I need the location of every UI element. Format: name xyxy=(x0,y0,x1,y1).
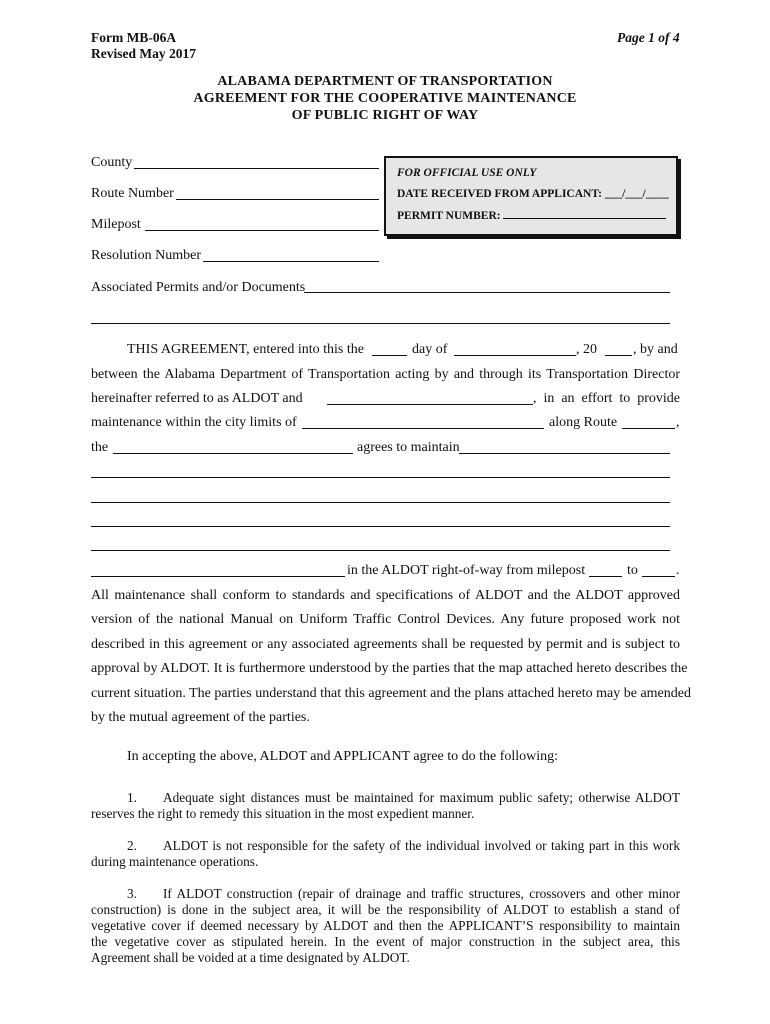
item-2-line: ALDOT is not responsible for the safety of the individual involved or taking part in this work xyxy=(163,838,680,853)
agreement-year-field[interactable] xyxy=(605,355,632,356)
agreement-text-6c: . xyxy=(676,563,680,578)
item-3-line: vegetative cover if deemed necessary by ALDOT and then the APPLICANT’S responsibility to maintain xyxy=(91,918,680,933)
agreement-text-4b: along Route xyxy=(549,415,618,430)
agreement-text-3b: , in an effort to provide xyxy=(533,391,680,406)
agreement-maintain-field[interactable] xyxy=(459,453,670,454)
title-line-1: ALABAMA DEPARTMENT OF TRANSPORTATION xyxy=(217,74,553,89)
agreement-text-5a: the xyxy=(91,440,109,455)
milepost-field[interactable] xyxy=(145,230,379,231)
date-received-label: DATE RECEIVED FROM APPLICANT: xyxy=(397,188,602,200)
official-use-heading: FOR OFFICIAL USE ONLY xyxy=(397,167,537,179)
agreement-route-field[interactable] xyxy=(622,428,675,429)
county-field[interactable] xyxy=(134,168,379,169)
form-number: Form MB-06A xyxy=(91,30,177,45)
agreement-applicant-field[interactable] xyxy=(327,404,533,405)
accept-intro: In accepting the above, ALDOT and APPLICANT agree to do the following: xyxy=(127,749,559,764)
revised-date: Revised May 2017 xyxy=(91,46,196,61)
agreement-description-line-2[interactable] xyxy=(91,502,670,503)
agreement-description-line-5[interactable] xyxy=(91,576,345,577)
body-line: current situation. The parties understand that this agreement and the plans attached hereto may be amended xyxy=(91,686,691,701)
item-3-line: Agreement shall be voided at a time designated by ALDOT. xyxy=(91,950,410,965)
official-use-box xyxy=(384,156,678,236)
item-3-line: the vegetative cover as stipulated herein. In the event of major construction in the subject area, this xyxy=(91,934,680,949)
body-line: version of the national Manual on Uniform Traffic Control Devices. Any future proposed work not xyxy=(91,612,680,627)
agreement-text-1a: THIS AGREEMENT, entered into this the xyxy=(127,342,364,357)
county-label: County xyxy=(91,155,133,170)
item-2-number: 2. xyxy=(127,838,137,853)
milepost-from-field[interactable] xyxy=(589,576,622,577)
agreement-day-field[interactable] xyxy=(372,355,407,356)
agreement-text-6b: to xyxy=(627,563,638,578)
agreement-text-5b: agrees to maintain xyxy=(357,440,460,455)
agreement-city-field[interactable] xyxy=(302,428,544,429)
resolution-number-field[interactable] xyxy=(203,261,379,262)
body-line: described in this agreement or any associated agreements shall be requested by permit and is subject to xyxy=(91,637,680,652)
permit-number-label: PERMIT NUMBER: xyxy=(397,210,501,222)
associated-permits-field-2[interactable] xyxy=(91,323,670,324)
item-2-line: during maintenance operations. xyxy=(91,854,259,869)
milepost-to-field[interactable] xyxy=(642,576,675,577)
permit-number-row xyxy=(397,208,666,222)
date-received-row xyxy=(397,188,669,200)
agreement-text-6a: in the ALDOT right-of-way from milepost xyxy=(347,563,586,578)
agreement-text-1b: day of xyxy=(412,342,448,357)
agreement-description-line-3[interactable] xyxy=(91,526,670,527)
milepost-label: Milepost xyxy=(91,217,141,232)
associated-permits-label: Associated Permits and/or Documents xyxy=(91,280,306,295)
agreement-text-4a: maintenance within the city limits of xyxy=(91,415,297,430)
item-3-line: If ALDOT construction (repair of drainage and traffic structures, crossovers and other minor xyxy=(163,886,680,901)
associated-permits-field[interactable] xyxy=(304,292,670,293)
permit-number-field[interactable] xyxy=(503,208,666,219)
agreement-description-line-1[interactable] xyxy=(91,477,670,478)
agreement-text-3a: hereinafter referred to as ALDOT and xyxy=(91,391,303,406)
item-1-line: reserves the right to remedy this situation in the most expedient manner. xyxy=(91,806,475,821)
agreement-party-field[interactable] xyxy=(113,453,353,454)
item-3-line: construction) is done in the subject area, it will be the responsibility of ALDOT to establish a stand of xyxy=(91,902,680,917)
page-number: Page 1 of 4 xyxy=(617,30,680,45)
item-3-number: 3. xyxy=(127,886,137,901)
route-number-field[interactable] xyxy=(176,199,379,200)
body-line: approval by ALDOT. It is furthermore understood by the parties that the map attached hereto describes the xyxy=(91,661,688,676)
agreement-month-field[interactable] xyxy=(454,355,576,356)
title-line-3: OF PUBLIC RIGHT OF WAY xyxy=(291,108,479,123)
agreement-text-1c: , 20 xyxy=(576,342,597,357)
item-1-line: Adequate sight distances must be maintained for maximum public safety; otherwise ALDOT xyxy=(163,790,680,805)
item-1-number: 1. xyxy=(127,790,137,805)
agreement-description-line-4[interactable] xyxy=(91,550,670,551)
resolution-number-label: Resolution Number xyxy=(91,248,202,263)
agreement-line-2: between the Alabama Department of Transportation acting by and through its Transportation Director xyxy=(91,367,680,382)
date-received-field[interactable]: ___/___/____ xyxy=(604,188,669,200)
route-number-label: Route Number xyxy=(91,186,174,201)
body-line: by the mutual agreement of the parties. xyxy=(91,710,310,725)
agreement-text-1d: , by and xyxy=(633,342,678,357)
title-line-2: AGREEMENT FOR THE COOPERATIVE MAINTENANCE xyxy=(193,91,577,106)
agreement-text-4c: , xyxy=(676,415,680,430)
body-line: All maintenance shall conform to standards and specifications of ALDOT and the ALDOT approved xyxy=(91,588,680,603)
